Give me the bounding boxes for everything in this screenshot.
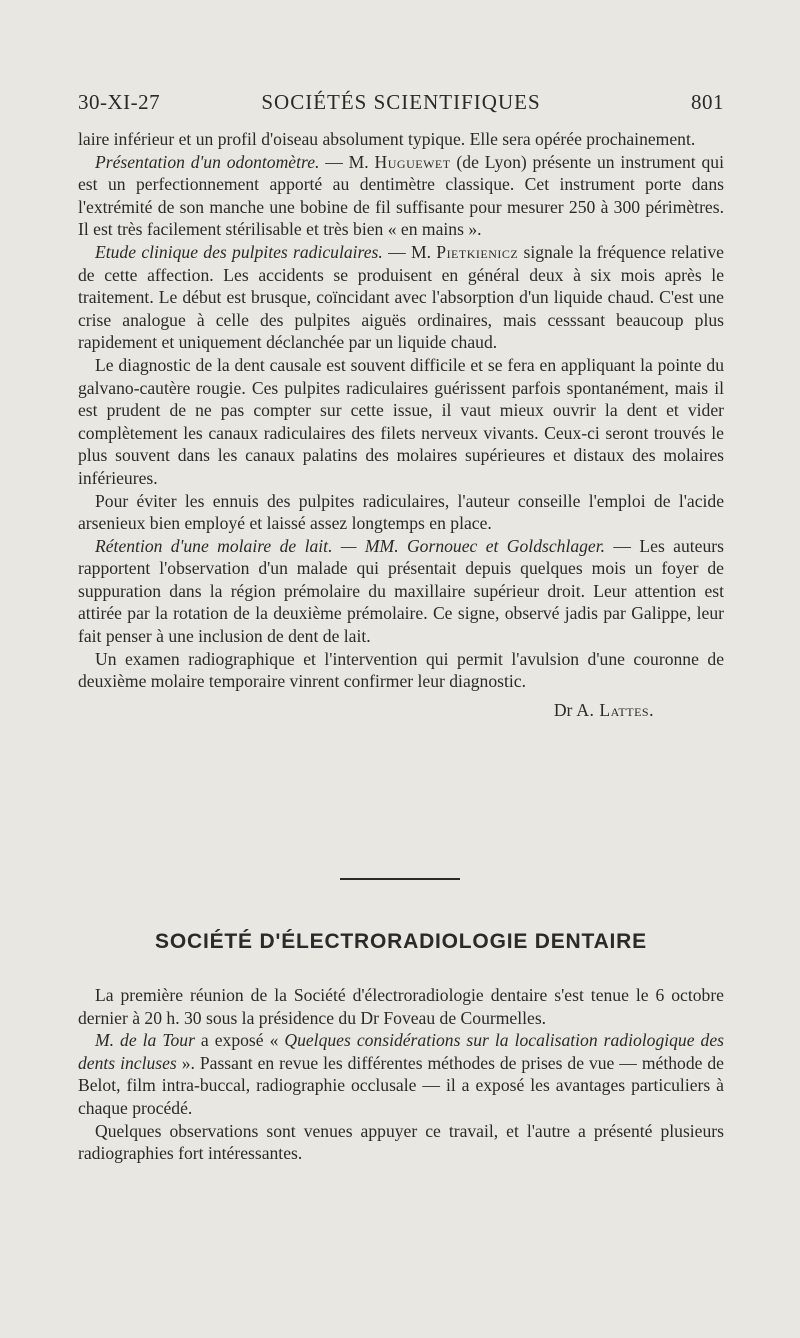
author-name: Pietkienicz — [436, 241, 519, 262]
paragraph: Pour éviter les ennuis des pulpites radiculaires, l'auteur conseille l'emploi de l'acide arsenieux bien employé et laissé assez longtemps en place. — [78, 490, 724, 534]
paragraph-odontometre — [78, 151, 724, 241]
paragraph: Quelques observations sont venues appuyer ce travail, et l'autre a présenté plusieurs radiographies fort intéressantes. — [78, 1120, 724, 1164]
paragraph-text: (de Lyon) présente un instrument qui est un perfectionnement apporté au dentimètre classique. Cet instrument porte dans l'extrémité de son manche une bobine de fil suffisante pour mesurer 250 à 300 périmètres. Il est très facilement stérilisable et très bien « en mains ». — [78, 151, 724, 240]
paragraph-localisation — [78, 1029, 724, 1119]
talk-title: Quelques considérations sur la localisation radiologique des dents incluses — [78, 1030, 724, 1073]
signature-prefix: Dr — [553, 699, 573, 720]
paragraph: La première réunion de la Société d'électroradiologie dentaire s'est tenue le 6 octobre dernier à 20 h. 30 sous la présidence du Dr Foveau de Courmelles. — [78, 985, 724, 1028]
paragraph-text: signale la fréquence relative de cette affection. Les accidents se produisent en général deux à six mois après le traitement. Le début est brusque, coïncidant avec l'absorption d'un liquide chaud. C'est une crise analogue à celle des pulpites aiguës ordinaires, mais cesssant beaucoup plus rapidement et uniquement déclanchée par un liquide chaud. — [78, 241, 724, 353]
paragraph: laire inférieur et un profil d'oiseau absolument typique. Elle sera opérée prochainement. — [78, 129, 696, 149]
paragraph-text: — Les auteurs rapportent l'observation d'un malade qui présentait depuis quelques mois un foyer de suppuration dans la région prémolaire du maxillaire supérieur droit. Leur attention est attirée par la rotation de la deuxième prémolaire. Ce signe, observé jadis par Galippe, leur fait penser à une inclusion de dent de lait. — [78, 535, 724, 647]
paragraph-pulpites — [78, 241, 724, 354]
separator: a exposé « — [194, 1030, 285, 1051]
author-name: Huguewet — [374, 151, 451, 172]
paragraph-text: ». Passant en revue les différentes méthodes de prises de vue — méthode de Belot, film intra-buccal, radiographie occlusale — il a exposé les avantages particuliers à chaque procédé. — [78, 1052, 724, 1118]
page-number: 801 — [691, 90, 724, 114]
section-body — [78, 984, 724, 1165]
paragraph-retention — [78, 535, 724, 648]
paragraph: Un examen radiographique et l'intervention qui permit l'avulsion d'une couronne de deuxième molaire temporaire vinrent confirmer leur diagnostic. — [78, 648, 724, 692]
signature — [78, 699, 724, 722]
section-divider — [340, 878, 460, 880]
issue-date: 30-XI-27 — [78, 90, 161, 114]
running-title: SOCIÉTÉS SCIENTIFIQUES — [261, 90, 541, 114]
signature-name: A. Lattes. — [572, 699, 654, 720]
page-header — [78, 90, 724, 120]
paragraph-title: Rétention d'une molaire de lait. — [95, 535, 333, 556]
separator: — M. — [382, 241, 437, 262]
paragraph-title: Etude clinique des pulpites radiculaires. — [95, 241, 383, 262]
separator: — M. — [319, 151, 375, 172]
article-body — [78, 128, 724, 721]
section-title: SOCIÉTÉ D'ÉLECTRORADIOLOGIE DENTAIRE — [155, 930, 647, 953]
author-name: M. de la Tour — [95, 1030, 195, 1051]
paragraph-title: Présentation d'un odontomètre. — [95, 151, 320, 172]
paragraph: Le diagnostic de la dent causale est souvent difficile et se fera en appliquant la pointe du galvano-cautère rougie. Ces pulpites radiculaires guérissent parfois spontanément, mais il est prudent de ne pas compter sur cette issue, il vaut mieux ouvrir la dent et vider complètement les canaux radiculaires des filets nerveux vivants. Ceux-ci seront trouvés le plus souvent dans les canaux palatins des molaires supérieures et distaux des molaires inférieures. — [78, 354, 724, 488]
authors: — MM. Gornouec et Goldschlager. — [332, 535, 606, 556]
